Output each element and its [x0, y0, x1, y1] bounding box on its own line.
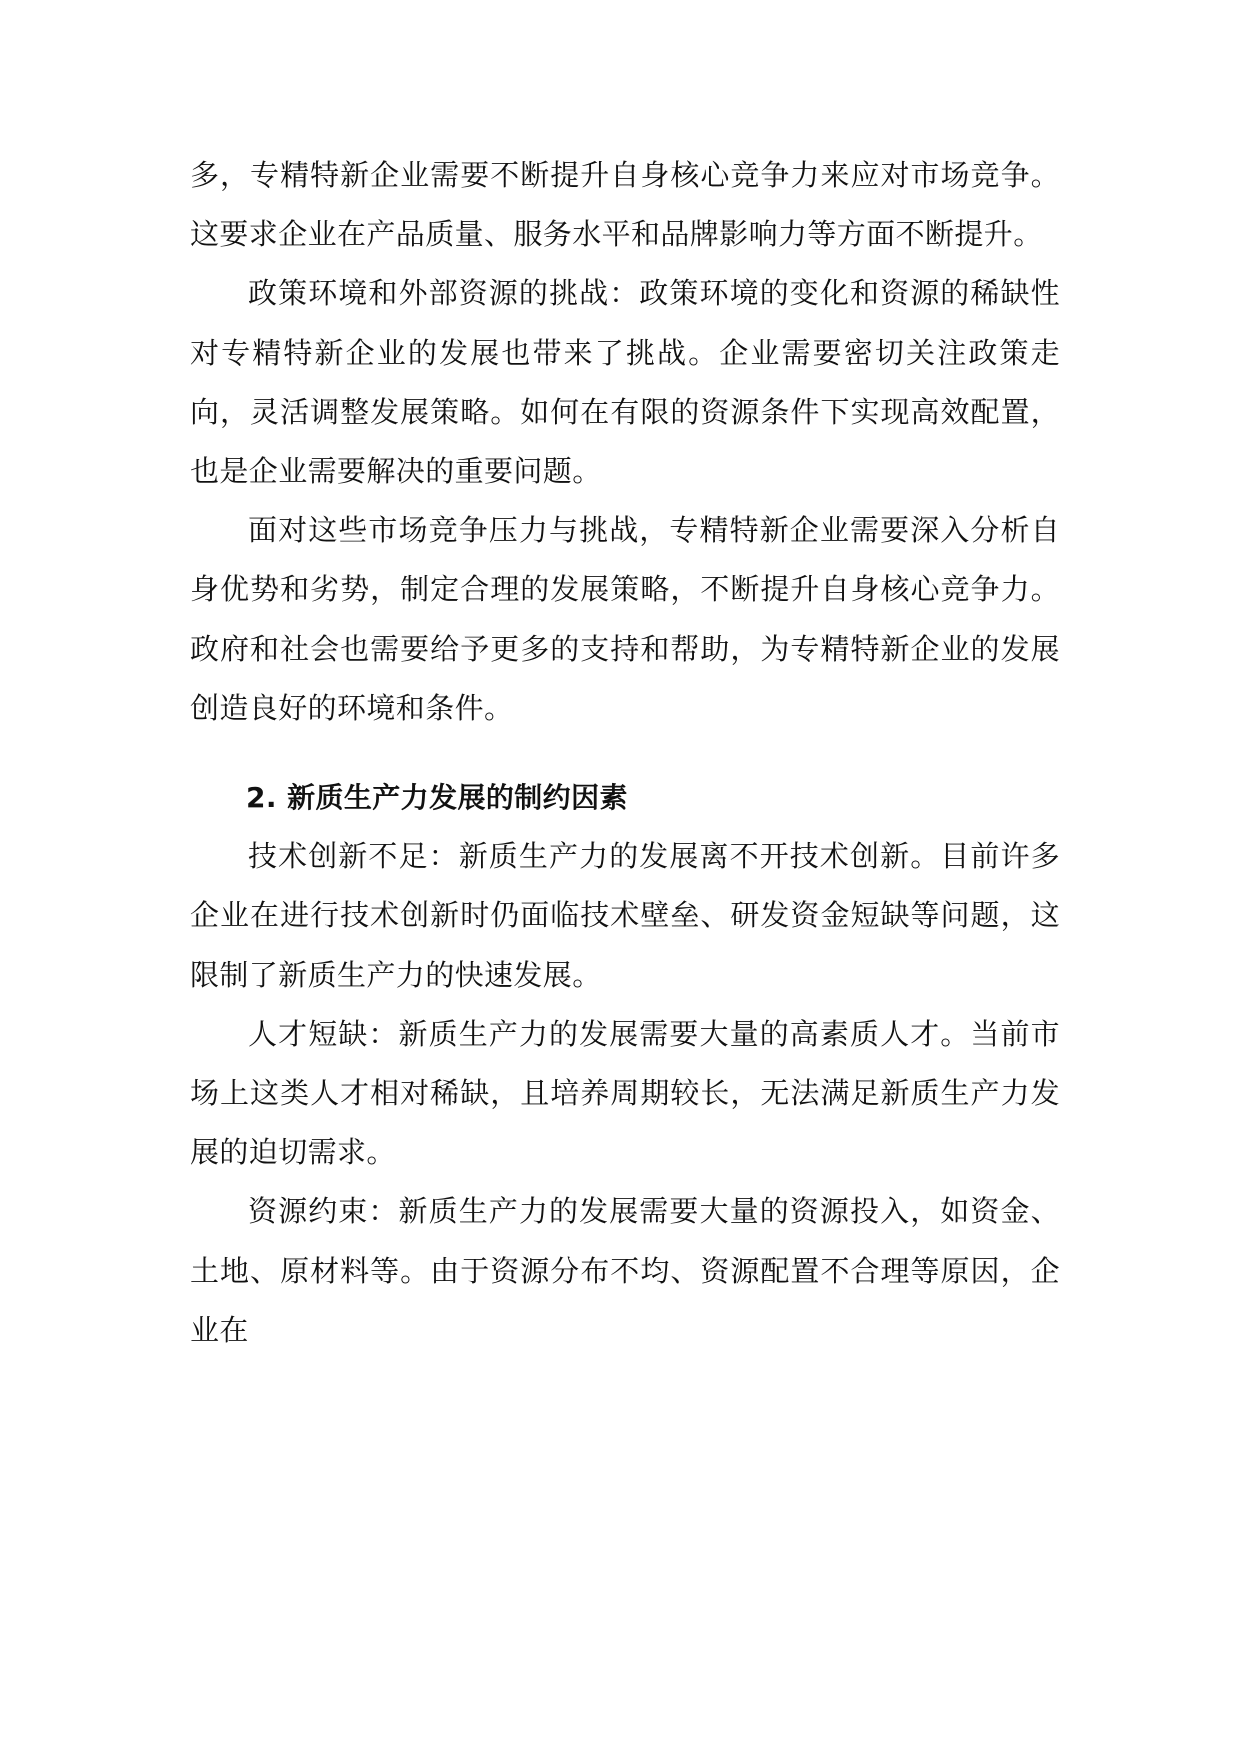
- paragraph-resource-constraint: 资源约束：新质生产力的发展需要大量的资源投入，如资金、土地、原材料等。由于资源分布不均、资源配置不合理等原因，企业在: [190, 1194, 1060, 1347]
- document-page: [190, 146, 1060, 1360]
- section-heading: 2. 新质生产力发展的制约因素: [246, 781, 628, 815]
- paragraph-policy-challenge: 政策环境和外部资源的挑战：政策环境的变化和资源的稀缺性对专精特新企业的发展也带来了挑战。企业需要密切关注政策走向，灵活调整发展策略。如何在有限的资源条件下实现高效配置，也是企业需要解决的重要问题。: [190, 276, 1060, 489]
- paragraph-response: 面对这些市场竞争压力与挑战，专精特新企业需要深入分析自身优势和劣势，制定合理的发展策略，不断提升自身核心竞争力。政府和社会也需要给予更多的支持和帮助，为专精特新企业的发展创造良好的环境和条件。: [190, 513, 1060, 725]
- section-gap: [190, 738, 1060, 768]
- paragraph-talent-shortage: 人才短缺：新质生产力的发展需要大量的高素质人才。当前市场上这类人才相对稀缺，且培养周期较长，无法满足新质生产力发展的迫切需求。: [190, 1016, 1060, 1170]
- paragraph-market-competition: 多，专精特新企业需要不断提升自身核心竞争力来应对市场竞争。这要求企业在产品质量、服务水平和品牌影响力等方面不断提升。: [190, 158, 1060, 252]
- paragraph-tech-innovation: 技术创新不足：新质生产力的发展离不开技术创新。目前许多企业在进行技术创新时仍面临技术壁垒、研发资金短缺等问题，这限制了新质生产力的快速发展。: [190, 839, 1060, 992]
